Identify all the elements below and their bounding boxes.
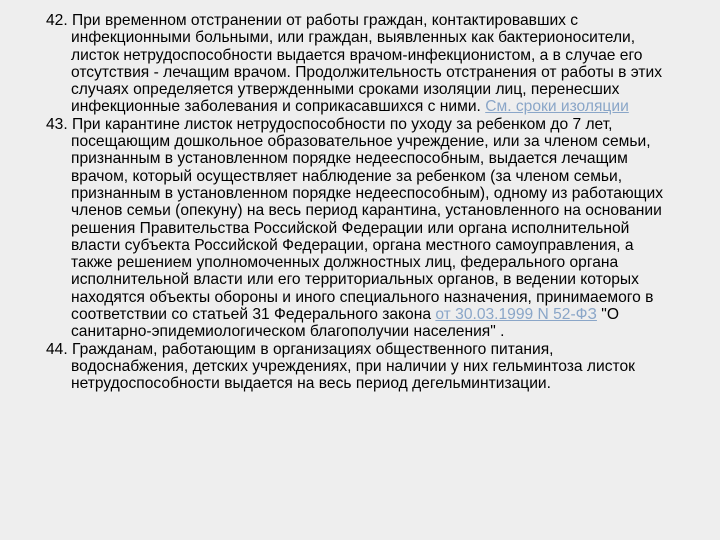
paragraph-44 [46, 341, 674, 393]
item-number: 42. [46, 12, 68, 29]
item-number: 44. [46, 340, 68, 358]
federal-law-link[interactable]: от 30.03.1999 N 52-ФЗ [435, 306, 597, 324]
item-number: 43. [46, 115, 68, 133]
paragraph-42 [46, 12, 674, 116]
paragraph-text-after-link: "О санитарно-эпидемиологическом благополучии населения" . [71, 306, 619, 341]
isolation-terms-link[interactable]: См. сроки изоляции [485, 98, 629, 116]
paragraph-text: Гражданам, работающим в организациях общественного питания, водоснабжения, детских учреждениях, при наличии у них гельминтоза листок нетрудоспособности выдается на весь период дегельминтизации. [71, 340, 635, 393]
paragraph-text: При карантине листок нетрудоспособности по уходу за ребенком до 7 лет, посещающим дошкольное образовательное учреждение, или за членом семьи, признанным в установленном порядке недееспособным, выдается лечащим врачом, который осуществляет наблюдение за ребенком (за членом семьи, признанным в установленном порядке недееспособным), одному из работающих членов семьи (опекуну) на весь период карантина, установленного на основании решения Правительства Российской Федерации или органа исполнительной власти субъекта Российской Федерации, органа местного самоуправления, а также решением уполномоченных должностных лиц, федерального органа исполнительной власти или его территориальных органов, в ведении которых находятся объекты обороны и иного специального назначения, принимаемого в соответствии со статьей 31 Федерального закона [71, 115, 663, 324]
paragraph-text: При временном отстранении от работы граждан, контактировавших с инфекционными больными, или граждан, выявленных как бактерионосители, листок нетрудоспособности выдается врачом-инфекционистом, а в случае его отсутствия - лечащим врачом. Продолжительность отстранения от работы в этих случаях определяется утвержденными сроками изоляции лиц, перенесших инфекционные заболевания и соприкасавшихся с ними. [71, 12, 663, 116]
paragraph-43 [46, 116, 674, 341]
